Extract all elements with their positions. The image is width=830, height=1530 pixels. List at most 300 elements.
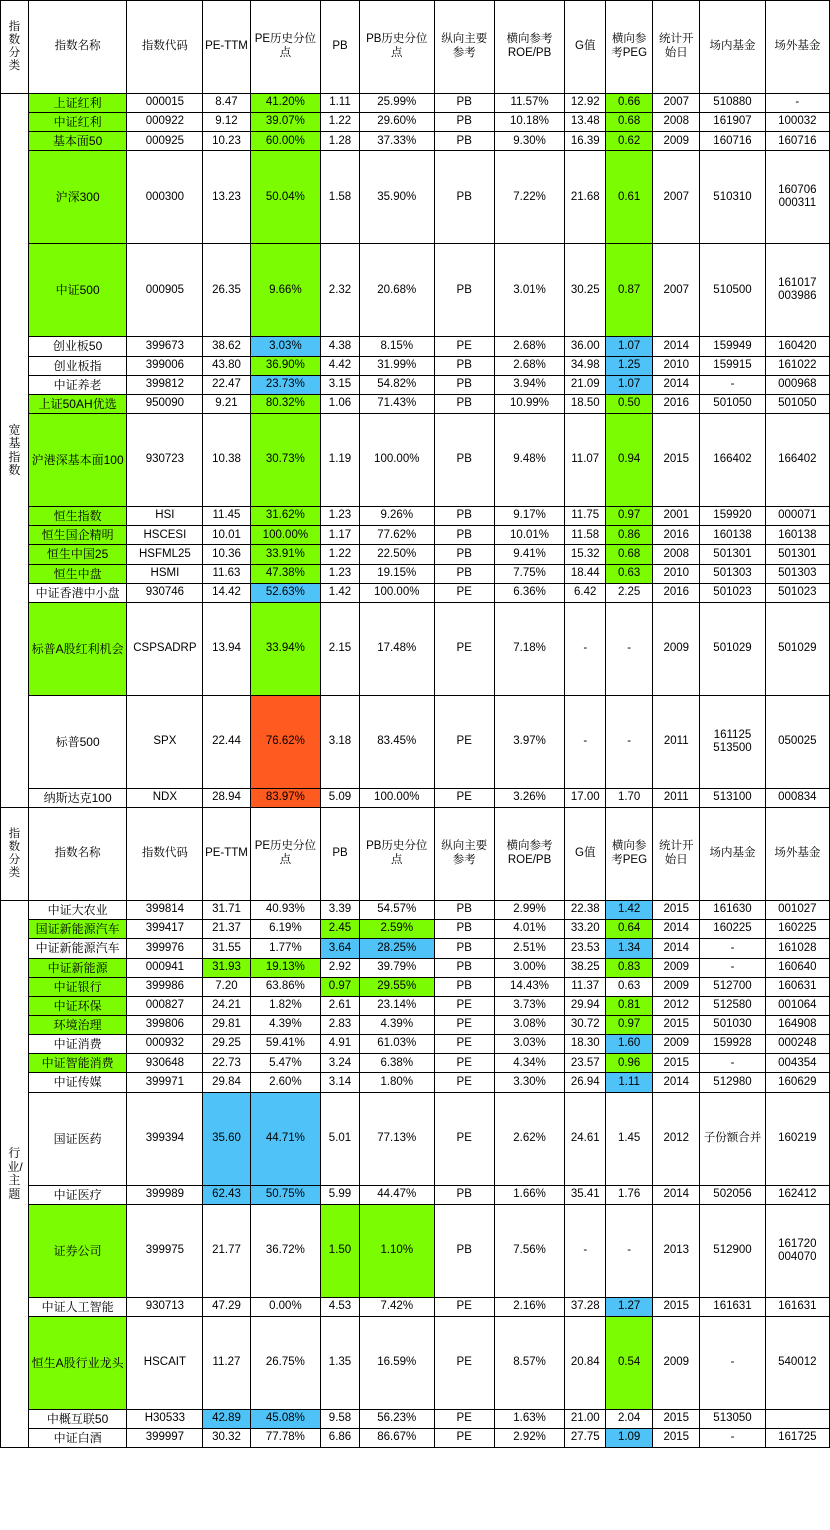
- peg: 0.54: [606, 1316, 653, 1409]
- peg: 1.70: [606, 788, 653, 807]
- pb: 0.97: [321, 977, 360, 996]
- index-name: 创业板50: [28, 337, 127, 356]
- pe-ttm: 22.47: [203, 375, 250, 394]
- index-code: 930723: [127, 414, 203, 507]
- g-value: 11.37: [565, 977, 606, 996]
- g-value: 6.42: [565, 583, 606, 602]
- peg: -: [606, 602, 653, 695]
- pe-ttm: 10.38: [203, 414, 250, 507]
- index-name: 中概互联50: [28, 1409, 127, 1428]
- peg: 0.62: [606, 132, 653, 151]
- index-code: 930713: [127, 1297, 203, 1316]
- roe-pb: 3.00%: [494, 958, 565, 977]
- pe-percentile: 26.75%: [250, 1316, 321, 1409]
- onmarket-fund: 166402: [700, 414, 765, 507]
- pe-percentile: 19.13%: [250, 958, 321, 977]
- roe-pb: 10.01%: [494, 526, 565, 545]
- pe-ttm: 26.35: [203, 244, 250, 337]
- offmarket-fund: 161028: [765, 939, 829, 958]
- peg: 1.76: [606, 1185, 653, 1204]
- peg: 0.68: [606, 545, 653, 564]
- column-header: 统计开始日: [653, 808, 700, 901]
- roe-pb: 3.94%: [494, 375, 565, 394]
- vertical-reference: PE: [434, 1035, 494, 1054]
- g-value: 30.72: [565, 1015, 606, 1034]
- peg: 0.63: [606, 564, 653, 583]
- vertical-reference: PE: [434, 1015, 494, 1034]
- table-header-row: [1, 1, 830, 94]
- pe-percentile: 30.73%: [250, 414, 321, 507]
- pe-percentile: 50.04%: [250, 151, 321, 244]
- vertical-reference: PE: [434, 583, 494, 602]
- roe-pb: 2.68%: [494, 337, 565, 356]
- offmarket-fund: -: [765, 94, 829, 113]
- g-value: 26.94: [565, 1073, 606, 1092]
- pe-ttm: 13.94: [203, 602, 250, 695]
- pe-ttm: 10.01: [203, 526, 250, 545]
- g-value: 12.92: [565, 94, 606, 113]
- vertical-reference: PE: [434, 695, 494, 788]
- offmarket-fund: 164908: [765, 1015, 829, 1034]
- pe-percentile: 47.38%: [250, 564, 321, 583]
- pe-ttm: 14.42: [203, 583, 250, 602]
- index-code: 000932: [127, 1035, 203, 1054]
- index-name: 中证传媒: [28, 1073, 127, 1092]
- start-date: 2009: [653, 977, 700, 996]
- offmarket-fund: 166402: [765, 414, 829, 507]
- onmarket-fund: 510880: [700, 94, 765, 113]
- index-name: 上证50AH优选: [28, 394, 127, 413]
- index-code: 399394: [127, 1092, 203, 1185]
- table-row: [1, 977, 830, 996]
- vertical-reference: PE: [434, 1316, 494, 1409]
- roe-pb: 11.57%: [494, 94, 565, 113]
- start-date: 2015: [653, 414, 700, 507]
- onmarket-fund: 512580: [700, 996, 765, 1015]
- start-date: 2007: [653, 151, 700, 244]
- index-code: NDX: [127, 788, 203, 807]
- pb-percentile: 1.10%: [359, 1204, 434, 1297]
- pb-percentile: 100.00%: [359, 788, 434, 807]
- offmarket-fund: 160631: [765, 977, 829, 996]
- vertical-reference: PE: [434, 1297, 494, 1316]
- table-row: [1, 920, 830, 939]
- g-value: 37.28: [565, 1297, 606, 1316]
- roe-pb: 4.01%: [494, 920, 565, 939]
- pe-percentile: 45.08%: [250, 1409, 321, 1428]
- pb: 1.19: [321, 414, 360, 507]
- column-header: 场外基金: [765, 1, 829, 94]
- onmarket-fund: 513050: [700, 1409, 765, 1428]
- pb: 1.06: [321, 394, 360, 413]
- offmarket-fund: 501301: [765, 545, 829, 564]
- roe-pb: 9.17%: [494, 507, 565, 526]
- onmarket-fund: 161907: [700, 113, 765, 132]
- pe-ttm: 7.20: [203, 977, 250, 996]
- table-row: [1, 244, 830, 337]
- start-date: 2001: [653, 507, 700, 526]
- g-value: 13.48: [565, 113, 606, 132]
- peg: 1.11: [606, 1073, 653, 1092]
- pb: 3.14: [321, 1073, 360, 1092]
- column-header: PE历史分位点: [250, 1, 321, 94]
- pe-ttm: 22.73: [203, 1054, 250, 1073]
- vertical-reference: PB: [434, 958, 494, 977]
- column-header: 指数分类: [1, 1, 29, 94]
- pe-percentile: 60.00%: [250, 132, 321, 151]
- pb-percentile: 19.15%: [359, 564, 434, 583]
- start-date: 2013: [653, 1204, 700, 1297]
- roe-pb: 3.26%: [494, 788, 565, 807]
- g-value: -: [565, 602, 606, 695]
- pe-percentile: 44.71%: [250, 1092, 321, 1185]
- table-row: [1, 113, 830, 132]
- g-value: 27.75: [565, 1429, 606, 1448]
- column-header: PE-TTM: [203, 1, 250, 94]
- peg: 1.60: [606, 1035, 653, 1054]
- start-date: 2009: [653, 132, 700, 151]
- offmarket-fund: 160716: [765, 132, 829, 151]
- table-row: [1, 1073, 830, 1092]
- offmarket-fund: 100032: [765, 113, 829, 132]
- pe-percentile: 59.41%: [250, 1035, 321, 1054]
- pe-ttm: 11.27: [203, 1316, 250, 1409]
- vertical-reference: PB: [434, 414, 494, 507]
- vertical-reference: PB: [434, 94, 494, 113]
- pb: 2.61: [321, 996, 360, 1015]
- vertical-reference: PE: [434, 602, 494, 695]
- table-row: [1, 939, 830, 958]
- offmarket-fund: 161631: [765, 1297, 829, 1316]
- table-row: [1, 602, 830, 695]
- roe-pb: 7.18%: [494, 602, 565, 695]
- column-header: 纵向主要参考: [434, 1, 494, 94]
- peg: 1.25: [606, 356, 653, 375]
- index-code: HSMI: [127, 564, 203, 583]
- pb-percentile: 2.59%: [359, 920, 434, 939]
- table-row: [1, 375, 830, 394]
- column-header: 指数名称: [28, 1, 127, 94]
- index-code: 000905: [127, 244, 203, 337]
- g-value: 24.61: [565, 1092, 606, 1185]
- start-date: 2009: [653, 602, 700, 695]
- column-header: G值: [565, 1, 606, 94]
- peg: 0.97: [606, 1015, 653, 1034]
- offmarket-fund: 501050: [765, 394, 829, 413]
- onmarket-fund: -: [700, 1316, 765, 1409]
- onmarket-fund: 161630: [700, 901, 765, 920]
- offmarket-fund: 501303: [765, 564, 829, 583]
- pe-percentile: 2.60%: [250, 1073, 321, 1092]
- pb-percentile: 100.00%: [359, 414, 434, 507]
- column-header: 横向参考PEG: [606, 1, 653, 94]
- pb-percentile: 29.60%: [359, 113, 434, 132]
- pe-percentile: 33.94%: [250, 602, 321, 695]
- pb: 2.32: [321, 244, 360, 337]
- pb: 1.23: [321, 507, 360, 526]
- onmarket-fund: 501023: [700, 583, 765, 602]
- index-name: 中证红利: [28, 113, 127, 132]
- pb-percentile: 71.43%: [359, 394, 434, 413]
- index-name: 沪港深基本面100: [28, 414, 127, 507]
- g-value: 11.75: [565, 507, 606, 526]
- index-name: 中证银行: [28, 977, 127, 996]
- pb-percentile: 8.15%: [359, 337, 434, 356]
- onmarket-fund: 子份额合并: [700, 1092, 765, 1185]
- g-value: 21.68: [565, 151, 606, 244]
- peg: 1.07: [606, 337, 653, 356]
- index-code: 399997: [127, 1429, 203, 1448]
- g-value: 22.38: [565, 901, 606, 920]
- index-name: 国证新能源汽车: [28, 920, 127, 939]
- pb: 1.22: [321, 113, 360, 132]
- index-code: SPX: [127, 695, 203, 788]
- roe-pb: 3.30%: [494, 1073, 565, 1092]
- peg: 1.27: [606, 1297, 653, 1316]
- roe-pb: 2.92%: [494, 1429, 565, 1448]
- pe-percentile: 31.62%: [250, 507, 321, 526]
- pe-ttm: 21.77: [203, 1204, 250, 1297]
- pe-percentile: 23.73%: [250, 375, 321, 394]
- pb: 4.38: [321, 337, 360, 356]
- index-name: 中证白酒: [28, 1429, 127, 1448]
- pe-ttm: 35.60: [203, 1092, 250, 1185]
- pe-ttm: 24.21: [203, 996, 250, 1015]
- start-date: 2012: [653, 996, 700, 1015]
- index-name: 上证红利: [28, 94, 127, 113]
- start-date: 2011: [653, 788, 700, 807]
- table-row: [1, 1035, 830, 1054]
- peg: 0.97: [606, 507, 653, 526]
- onmarket-fund: 159920: [700, 507, 765, 526]
- start-date: 2014: [653, 375, 700, 394]
- g-value: -: [565, 1204, 606, 1297]
- peg: 0.64: [606, 920, 653, 939]
- offmarket-fund: [765, 1409, 829, 1428]
- index-code: 000941: [127, 958, 203, 977]
- vertical-reference: PB: [434, 1204, 494, 1297]
- onmarket-fund: 501029: [700, 602, 765, 695]
- table-row: [1, 545, 830, 564]
- onmarket-fund: 159928: [700, 1035, 765, 1054]
- roe-pb: 3.73%: [494, 996, 565, 1015]
- pe-ttm: 30.32: [203, 1429, 250, 1448]
- index-name: 标普A股红利机会: [28, 602, 127, 695]
- vertical-reference: PE: [434, 1409, 494, 1428]
- start-date: 2012: [653, 1092, 700, 1185]
- roe-pb: 9.41%: [494, 545, 565, 564]
- pb-percentile: 1.80%: [359, 1073, 434, 1092]
- pe-ttm: 43.80: [203, 356, 250, 375]
- pb-percentile: 20.68%: [359, 244, 434, 337]
- pb-percentile: 35.90%: [359, 151, 434, 244]
- column-header: 横向参考PEG: [606, 808, 653, 901]
- roe-pb: 6.36%: [494, 583, 565, 602]
- index-name: 中证500: [28, 244, 127, 337]
- column-header: 统计开始日: [653, 1, 700, 94]
- pb-percentile: 100.00%: [359, 583, 434, 602]
- onmarket-fund: 512700: [700, 977, 765, 996]
- peg: -: [606, 695, 653, 788]
- table-row: [1, 132, 830, 151]
- pb-percentile: 54.57%: [359, 901, 434, 920]
- pb-percentile: 9.26%: [359, 507, 434, 526]
- table-row: [1, 996, 830, 1015]
- index-code: 399971: [127, 1073, 203, 1092]
- pb: 4.91: [321, 1035, 360, 1054]
- roe-pb: 7.75%: [494, 564, 565, 583]
- pe-ttm: 11.63: [203, 564, 250, 583]
- index-name: 中证香港中小盘: [28, 583, 127, 602]
- roe-pb: 7.56%: [494, 1204, 565, 1297]
- vertical-reference: PE: [434, 996, 494, 1015]
- start-date: 2016: [653, 394, 700, 413]
- onmarket-fund: 160225: [700, 920, 765, 939]
- vertical-reference: PB: [434, 132, 494, 151]
- start-date: 2008: [653, 113, 700, 132]
- start-date: 2007: [653, 94, 700, 113]
- index-code: HSCESI: [127, 526, 203, 545]
- offmarket-fund: 000248: [765, 1035, 829, 1054]
- vertical-reference: PE: [434, 337, 494, 356]
- start-date: 2014: [653, 337, 700, 356]
- peg: 0.86: [606, 526, 653, 545]
- table-row: [1, 356, 830, 375]
- column-header: PB: [321, 808, 360, 901]
- onmarket-fund: 159915: [700, 356, 765, 375]
- table-row: [1, 337, 830, 356]
- pb: 1.28: [321, 132, 360, 151]
- index-code: 000922: [127, 113, 203, 132]
- pb: 3.24: [321, 1054, 360, 1073]
- g-value: 11.58: [565, 526, 606, 545]
- pb: 2.83: [321, 1015, 360, 1034]
- g-value: 38.25: [565, 958, 606, 977]
- index-name: 证券公司: [28, 1204, 127, 1297]
- offmarket-fund: 001064: [765, 996, 829, 1015]
- start-date: 2014: [653, 1073, 700, 1092]
- index-name: 国证医药: [28, 1092, 127, 1185]
- start-date: 2014: [653, 1185, 700, 1204]
- peg: 1.09: [606, 1429, 653, 1448]
- index-code: 399976: [127, 939, 203, 958]
- pe-percentile: 3.03%: [250, 337, 321, 356]
- start-date: 2016: [653, 583, 700, 602]
- start-date: 2007: [653, 244, 700, 337]
- onmarket-fund: 159949: [700, 337, 765, 356]
- peg: 0.87: [606, 244, 653, 337]
- vertical-reference: PB: [434, 507, 494, 526]
- index-code: HSCAIT: [127, 1316, 203, 1409]
- pb: 1.23: [321, 564, 360, 583]
- onmarket-fund: -: [700, 375, 765, 394]
- g-value: 20.84: [565, 1316, 606, 1409]
- table-row: [1, 583, 830, 602]
- roe-pb: 8.57%: [494, 1316, 565, 1409]
- g-value: 17.00: [565, 788, 606, 807]
- onmarket-fund: -: [700, 939, 765, 958]
- pe-percentile: 83.97%: [250, 788, 321, 807]
- g-value: 34.98: [565, 356, 606, 375]
- column-header: 指数分类: [1, 808, 29, 901]
- table-row: [1, 564, 830, 583]
- pe-ttm: 62.43: [203, 1185, 250, 1204]
- pe-percentile: 76.62%: [250, 695, 321, 788]
- vertical-reference: PB: [434, 939, 494, 958]
- offmarket-fund: 160420: [765, 337, 829, 356]
- start-date: 2008: [653, 545, 700, 564]
- roe-pb: 10.18%: [494, 113, 565, 132]
- vertical-reference: PE: [434, 1073, 494, 1092]
- g-value: 18.30: [565, 1035, 606, 1054]
- pb: 5.99: [321, 1185, 360, 1204]
- offmarket-fund: 050025: [765, 695, 829, 788]
- column-header: PE历史分位点: [250, 808, 321, 901]
- vertical-reference: PB: [434, 356, 494, 375]
- pe-percentile: 36.90%: [250, 356, 321, 375]
- offmarket-fund: 004354: [765, 1054, 829, 1073]
- index-code: 399989: [127, 1185, 203, 1204]
- index-code: 000015: [127, 94, 203, 113]
- vertical-reference: PB: [434, 526, 494, 545]
- pb: 1.11: [321, 94, 360, 113]
- start-date: 2009: [653, 958, 700, 977]
- column-header: 指数名称: [28, 808, 127, 901]
- offmarket-fund: 000834: [765, 788, 829, 807]
- g-value: 21.09: [565, 375, 606, 394]
- pe-ttm: 8.47: [203, 94, 250, 113]
- offmarket-fund: 160225: [765, 920, 829, 939]
- vertical-reference: PB: [434, 394, 494, 413]
- offmarket-fund: 162412: [765, 1185, 829, 1204]
- g-value: 16.39: [565, 132, 606, 151]
- index-name: 中证环保: [28, 996, 127, 1015]
- onmarket-fund: 510310: [700, 151, 765, 244]
- onmarket-fund: -: [700, 1054, 765, 1073]
- vertical-reference: PB: [434, 375, 494, 394]
- offmarket-fund: 000071: [765, 507, 829, 526]
- index-code: 930648: [127, 1054, 203, 1073]
- start-date: 2015: [653, 1409, 700, 1428]
- onmarket-fund: 513100: [700, 788, 765, 807]
- pb-percentile: 54.82%: [359, 375, 434, 394]
- pe-ttm: 31.55: [203, 939, 250, 958]
- peg: 2.25: [606, 583, 653, 602]
- index-name: 中证新能源: [28, 958, 127, 977]
- pe-percentile: 6.19%: [250, 920, 321, 939]
- pb-percentile: 44.47%: [359, 1185, 434, 1204]
- pb: 6.86: [321, 1429, 360, 1448]
- column-header: 指数代码: [127, 1, 203, 94]
- pb-percentile: 86.67%: [359, 1429, 434, 1448]
- offmarket-fund: 160629: [765, 1073, 829, 1092]
- pe-percentile: 41.20%: [250, 94, 321, 113]
- roe-pb: 1.63%: [494, 1409, 565, 1428]
- vertical-reference: PE: [434, 1429, 494, 1448]
- roe-pb: 4.34%: [494, 1054, 565, 1073]
- category-cell: 行业/主题: [1, 901, 29, 1448]
- pb: 9.58: [321, 1409, 360, 1428]
- table-row: [1, 1429, 830, 1448]
- table-row: [1, 695, 830, 788]
- start-date: 2011: [653, 695, 700, 788]
- index-name: 中证大农业: [28, 901, 127, 920]
- pb: 3.64: [321, 939, 360, 958]
- column-header: PB历史分位点: [359, 1, 434, 94]
- g-value: 21.00: [565, 1409, 606, 1428]
- peg: 1.34: [606, 939, 653, 958]
- start-date: 2010: [653, 564, 700, 583]
